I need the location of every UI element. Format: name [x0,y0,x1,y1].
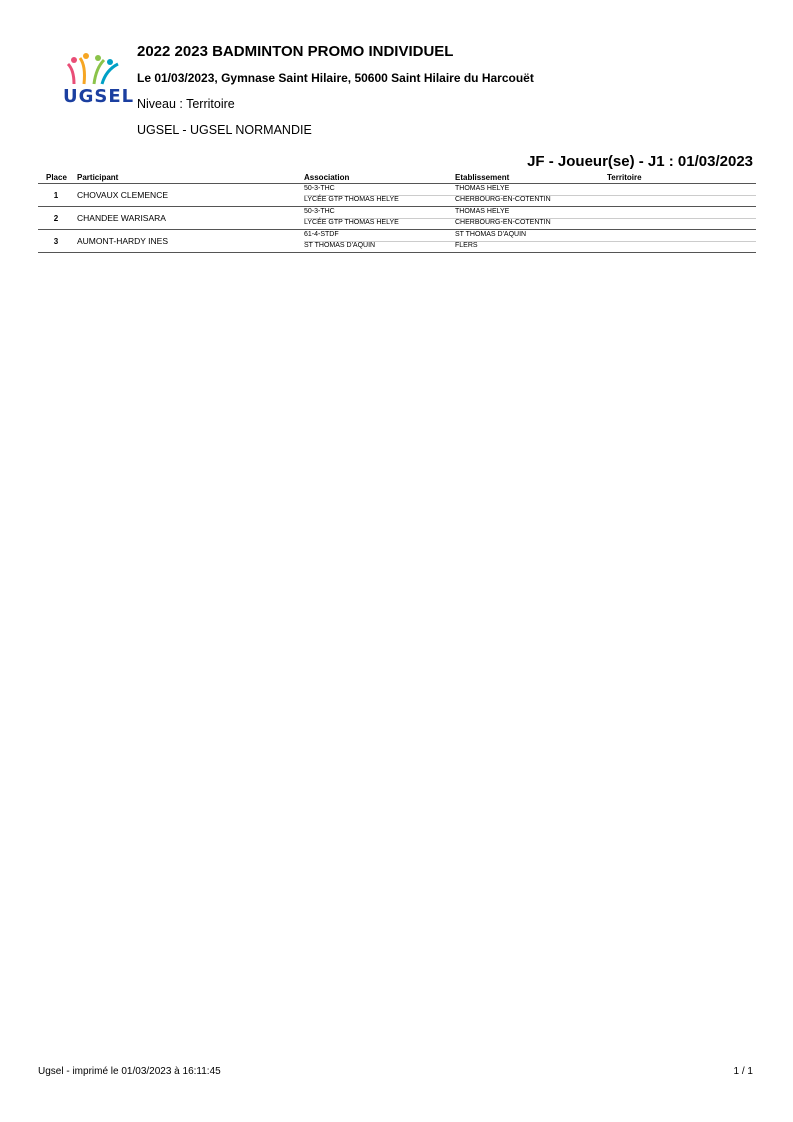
row-etab-city: FLERS [455,242,478,249]
organization-label: UGSEL - UGSEL NORMANDIE [137,123,312,137]
row-assoc-code: 50-3-THC [304,208,335,215]
row-assoc-name: LYCÉE GTP THOMAS HELYE [304,196,399,203]
ugsel-figures-icon [60,52,128,88]
table-row [38,207,756,230]
row-place: 2 [53,214,59,223]
row-assoc-code: 61-4-STDF [304,231,339,238]
row-etab-name: THOMAS HELYE [455,185,510,192]
col-place: Place [46,173,67,182]
row-participant: CHOVAUX CLEMENCE [77,190,168,200]
row-etab-name: ST THOMAS D'AQUIN [455,231,527,238]
col-etablissement: Etablissement [455,173,510,182]
level-label: Niveau : Territoire [137,97,235,111]
col-territoire: Territoire [607,173,642,182]
row-etab-name: THOMAS HELYE [455,208,510,215]
page-number: 1 / 1 [733,1066,753,1077]
print-info: Ugsel - imprimé le 01/03/2023 à 16:11:45 [38,1066,221,1077]
event-subtitle: Le 01/03/2023, Gymnase Saint Hilaire, 50600 Saint Hilaire du Harcouët [137,71,534,85]
logo-text: UGSEL [63,86,135,107]
row-participant: CHANDEE WARISARA [77,213,166,223]
table-row [38,230,756,253]
table-header [38,172,756,184]
row-place: 1 [53,191,59,200]
row-participant: AUMONT-HARDY INES [77,236,168,246]
row-assoc-name: LYCÉE GTP THOMAS HELYE [304,219,399,226]
results-table [38,172,756,253]
row-assoc-name: ST THOMAS D'AQUIN [304,242,376,249]
section-title: JF - Joueur(se) - J1 : 01/03/2023 [527,153,753,170]
row-etab-city: CHERBOURG-EN-COTENTIN [455,219,551,226]
row-etab-city: CHERBOURG-EN-COTENTIN [455,196,551,203]
col-participant: Participant [77,173,119,182]
col-association: Association [304,173,350,182]
row-assoc-code: 50-3-THC [304,185,335,192]
row-place: 3 [53,237,59,246]
table-row [38,184,756,207]
page-title: 2022 2023 BADMINTON PROMO INDIVIDUEL [137,43,454,60]
